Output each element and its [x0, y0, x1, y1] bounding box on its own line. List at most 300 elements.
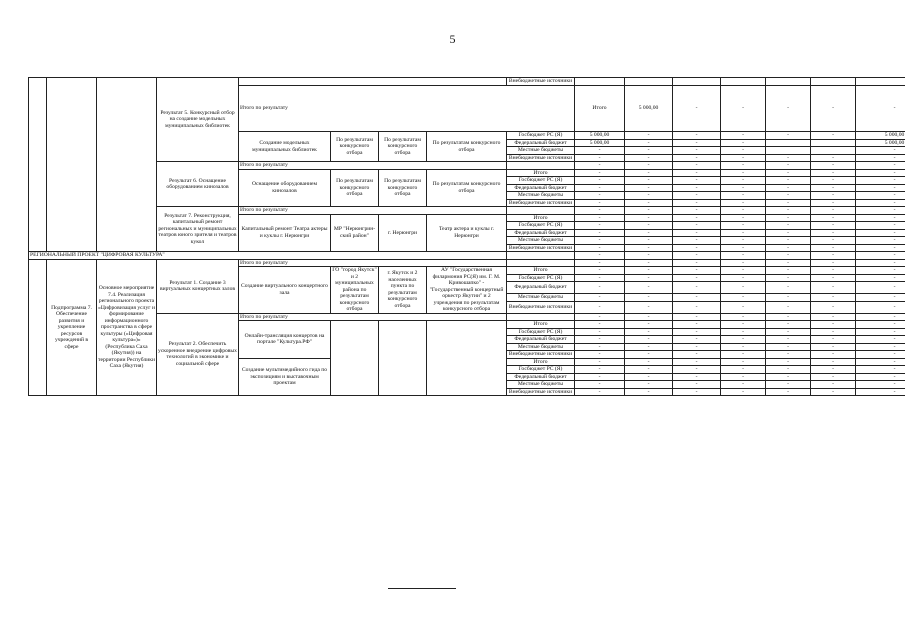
table-cell: - [856, 207, 905, 215]
table-cell: Госбюджет РС (Я) [507, 222, 575, 230]
table-cell: 5 000,00 [575, 139, 625, 147]
table-cell: - [625, 274, 673, 282]
table-cell: - [673, 154, 721, 162]
table-cell: По результатам конкурсного отбора [379, 132, 427, 162]
table-cell: - [811, 237, 856, 245]
table-cell: - [721, 214, 766, 222]
table-cell: - [673, 381, 721, 389]
table-cell: г. Якутск и 2 населенных пункта по результатам конкурсного отбора [379, 267, 427, 314]
table-cell: - [721, 343, 766, 351]
table-cell: - [811, 222, 856, 230]
table-cell: Внебюджетные источники [507, 78, 575, 86]
table-cell: - [575, 301, 625, 313]
table-cell: - [673, 252, 721, 260]
subprogram-7: Подпрограмма 7. Обеспечение развития и укрепление ресурсов учреждений в сфере [47, 259, 97, 396]
table-cell: - [766, 244, 811, 252]
table-cell: - [625, 343, 673, 351]
table-cell: - [856, 229, 905, 237]
table-cell: - [673, 147, 721, 155]
table-cell: - [856, 294, 905, 302]
table-cell: - [811, 381, 856, 389]
table-cell: - [625, 328, 673, 336]
table-cell: - [673, 321, 721, 329]
table-cell: Внебюджетные источники [507, 244, 575, 252]
table-cell: - [673, 328, 721, 336]
table-cell: - [673, 388, 721, 396]
table-cell: - [766, 373, 811, 381]
table-cell: Госбюджет РС (Я) [507, 274, 575, 282]
page-number: 5 [449, 32, 456, 46]
table-cell: - [856, 267, 905, 275]
table-cell: - [811, 259, 856, 267]
table-cell: - [721, 282, 766, 294]
table-cell: - [625, 336, 673, 344]
table-cell [766, 78, 811, 86]
table-cell [766, 139, 811, 147]
table-cell: - [766, 313, 811, 321]
table-cell: Внебюджетные источники [507, 199, 575, 207]
table-cell: - [625, 259, 673, 267]
table-cell: - [766, 192, 811, 200]
table-cell: - [811, 282, 856, 294]
table-cell: - [625, 192, 673, 200]
table-cell: - [625, 244, 673, 252]
table-cell: - [811, 244, 856, 252]
table-cell: - [721, 244, 766, 252]
table-cell: Федеральный бюджет [507, 282, 575, 294]
table-cell: Внебюджетные источники [507, 388, 575, 396]
table-cell: - [673, 343, 721, 351]
table-cell: - [856, 388, 905, 396]
table-cell: Итого по результату [239, 259, 507, 267]
table-cell [856, 78, 905, 86]
table-cell: - [811, 388, 856, 396]
table-cell: Местные бюджеты [507, 343, 575, 351]
table-cell: - [766, 343, 811, 351]
table-cell: - [625, 237, 673, 245]
table-cell: - [721, 358, 766, 366]
table-cell: - [766, 222, 811, 230]
table-cell: - [856, 381, 905, 389]
table-cell: - [721, 147, 766, 155]
table-cell: Театр актера и куклы г. Нерюнгри [427, 214, 507, 252]
table-cell [507, 252, 575, 260]
table-cell: - [673, 184, 721, 192]
table-cell: - [721, 388, 766, 396]
table-cell: - [721, 328, 766, 336]
table-cell: Итого [507, 214, 575, 222]
table-cell: - [625, 351, 673, 359]
table-cell [507, 259, 575, 267]
table-cell: - [766, 328, 811, 336]
table-cell: - [625, 229, 673, 237]
table-cell: - [811, 192, 856, 200]
table-cell: - [673, 301, 721, 313]
table-cell: - [575, 321, 625, 329]
table-cell: - [721, 192, 766, 200]
table-cell: Итого [575, 85, 625, 132]
regional-project-title: РЕГИОНАЛЬНЫЙ ПРОЕКТ "ЦИФРОВАЯ КУЛЬТУРА" [29, 252, 507, 260]
table-cell: - [575, 252, 625, 260]
table-cell: - [575, 388, 625, 396]
table-cell: - [721, 321, 766, 329]
table-cell: - [625, 177, 673, 185]
table-cell: - [721, 252, 766, 260]
table-cell: - [856, 252, 905, 260]
table-cell: - [766, 169, 811, 177]
table-cell: - [673, 192, 721, 200]
table-cell: - [856, 214, 905, 222]
table-cell: Итого [507, 358, 575, 366]
table-cell: - [811, 313, 856, 321]
table-cell: - [673, 373, 721, 381]
table-cell: - [575, 282, 625, 294]
table-cell: - [856, 237, 905, 245]
table-cell: - [766, 229, 811, 237]
table-cell: - [673, 313, 721, 321]
table-cell: - [811, 328, 856, 336]
table-cell: - [673, 229, 721, 237]
table-cell: - [673, 199, 721, 207]
table-cell: - [856, 85, 905, 132]
table-cell [721, 78, 766, 86]
table-cell: По результатам конкурсного отбора [331, 169, 379, 207]
result-c1: Результат 1. Создание 3 виртуальных концертных залов [157, 259, 239, 313]
table-cell: - [856, 154, 905, 162]
table-cell: - [575, 177, 625, 185]
table-cell: - [575, 147, 625, 155]
table-cell: Онлайн-трансляция концертов на портале "Культура.РФ" [239, 321, 331, 359]
table-cell: Федеральный бюджет [507, 229, 575, 237]
table-cell: - [856, 184, 905, 192]
table-cell: - [721, 162, 766, 170]
table-cell: - [625, 381, 673, 389]
table-cell: - [575, 313, 625, 321]
table-cell: - [721, 229, 766, 237]
table-cell: - [766, 207, 811, 215]
table-cell: - [766, 199, 811, 207]
table-cell: - [575, 259, 625, 267]
table-cell: - [721, 351, 766, 359]
table-cell: - [856, 222, 905, 230]
table-cell: - [856, 373, 905, 381]
table-cell: - [721, 336, 766, 344]
table-cell: - [575, 229, 625, 237]
table-cell: - [811, 207, 856, 215]
table-cell: - [575, 184, 625, 192]
table-cell: - [766, 366, 811, 374]
table-cell: - [811, 373, 856, 381]
table-cell: Капитальный ремонт Театра актеры и куклы г. Нерюнгри [239, 214, 331, 252]
table-cell: - [766, 259, 811, 267]
budget-table [28, 77, 905, 396]
table-cell: - [856, 328, 905, 336]
table-cell: Итого по результату [239, 313, 507, 321]
table-cell: - [721, 237, 766, 245]
table-cell: - [856, 147, 905, 155]
table-cell: - [575, 328, 625, 336]
table-cell: - [721, 207, 766, 215]
table-cell: - [811, 366, 856, 374]
result-6: Результат 6. Оснащение оборудованием кинозалов [157, 162, 239, 207]
table-cell: - [856, 366, 905, 374]
table-cell [97, 78, 157, 252]
table-cell: По результатам конкурсного отбора [427, 132, 507, 162]
table-cell: 5 000,00 [856, 132, 905, 140]
table-cell: - [856, 343, 905, 351]
table-cell: - [721, 199, 766, 207]
table-cell: - [766, 177, 811, 185]
table-cell: Итого по результату [239, 162, 507, 170]
table-cell: - [811, 85, 856, 132]
table-cell: Создание виртуального концертного зала [239, 267, 331, 314]
table-cell: - [575, 192, 625, 200]
table-cell: - [856, 321, 905, 329]
table-cell: Местные бюджеты [507, 294, 575, 302]
table-cell: - [575, 237, 625, 245]
table-cell: - [673, 139, 721, 147]
table-cell: - [766, 85, 811, 132]
table-cell: - [766, 214, 811, 222]
table-cell: - [625, 388, 673, 396]
table-cell: - [856, 244, 905, 252]
table-cell [29, 78, 47, 252]
table-cell: ГО "город Якутск" и 2 муниципальных района по результатам конкурсного отбора [332, 267, 377, 312]
table-cell: - [673, 282, 721, 294]
table-cell: - [811, 301, 856, 313]
table-cell: - [856, 351, 905, 359]
table-cell: - [766, 267, 811, 275]
table-cell: Местные бюджеты [507, 381, 575, 389]
table-cell: - [856, 313, 905, 321]
table-cell: - [575, 267, 625, 275]
table-cell: - [721, 154, 766, 162]
table-cell: Внебюджетные источники [507, 301, 575, 313]
table-cell [427, 321, 507, 396]
table-cell [239, 78, 507, 86]
table-cell: Федеральный бюджет [507, 139, 575, 147]
table-cell: - [625, 214, 673, 222]
table-cell: - [721, 313, 766, 321]
table-cell: Местные бюджеты [507, 147, 575, 155]
table-cell: - [811, 252, 856, 260]
table-cell: - [673, 336, 721, 344]
table-cell: - [811, 214, 856, 222]
table-cell: Итого по результату [239, 207, 507, 215]
table-cell: - [625, 252, 673, 260]
table-cell: - [766, 388, 811, 396]
table-cell: АУ "Государственная филармония РС(Я) им. Г. М. Кривошапко" - "Государственный концертный оркестр Якутии" и 2 учреждения по результатам конкурсного отбора [427, 267, 507, 314]
table-cell [331, 321, 379, 396]
table-cell: - [811, 132, 856, 140]
table-cell: - [721, 366, 766, 374]
table-cell: - [673, 294, 721, 302]
table-cell: - [673, 351, 721, 359]
table-cell: - [575, 381, 625, 389]
table-cell: - [575, 358, 625, 366]
table-cell [575, 78, 625, 86]
table-cell: Госбюджет РС (Я) [507, 177, 575, 185]
table-cell: - [575, 154, 625, 162]
table-cell: 5 000,00 [856, 139, 905, 147]
table-cell: - [673, 214, 721, 222]
table-cell: - [811, 351, 856, 359]
table-cell: - [766, 321, 811, 329]
table-cell: - [766, 274, 811, 282]
table-cell [625, 78, 673, 86]
table-cell: - [575, 244, 625, 252]
table-cell: - [721, 222, 766, 230]
table-cell: - [811, 169, 856, 177]
table-cell: - [625, 301, 673, 313]
table-cell: - [625, 313, 673, 321]
table-cell: - [721, 301, 766, 313]
table-cell: Итого [507, 267, 575, 275]
table-cell: - [575, 222, 625, 230]
table-cell: - [721, 267, 766, 275]
table-cell: Местные бюджеты [507, 237, 575, 245]
table-cell: - [721, 139, 766, 147]
table-cell [766, 147, 811, 155]
table-cell: - [625, 373, 673, 381]
table-cell: - [721, 85, 766, 132]
table-cell: - [856, 192, 905, 200]
table-cell: - [625, 267, 673, 275]
table-cell: Внебюджетные источники [507, 351, 575, 359]
table-cell: - [575, 366, 625, 374]
table-cell: - [811, 154, 856, 162]
table-cell: - [766, 358, 811, 366]
table-cell: 5 000,00 [625, 85, 673, 132]
table-cell [507, 162, 575, 170]
table-cell: Итого [507, 169, 575, 177]
table-cell: - [625, 169, 673, 177]
table-cell: - [811, 274, 856, 282]
table-cell: - [721, 177, 766, 185]
table-cell: - [673, 222, 721, 230]
table-cell: - [766, 252, 811, 260]
table-cell: 5 000,00 [575, 132, 625, 140]
result-7: Результат 7. Реконструкция, капитальный ремонт региональных и муниципальных театров юного зрителя и театров кукол [157, 207, 239, 252]
table-cell: - [811, 294, 856, 302]
table-cell: - [673, 132, 721, 140]
table-cell: Госбюджет РС (Я) [507, 132, 575, 140]
result-c2: Результат 2. Обеспечить ускоренное внедрение цифровых технологий в экономике и социальной сфере [157, 313, 239, 396]
table-cell: - [856, 177, 905, 185]
table-cell: - [766, 301, 811, 313]
table-cell: Создание мультимедийного гида по экспозициям и выставочным проектам [239, 358, 331, 396]
table-cell: - [575, 169, 625, 177]
table-cell: - [766, 237, 811, 245]
table-cell: - [721, 274, 766, 282]
table-cell: - [811, 229, 856, 237]
table-cell: - [673, 358, 721, 366]
table-cell [47, 78, 97, 252]
table-cell: - [575, 207, 625, 215]
table-cell: Федеральный бюджет [507, 373, 575, 381]
table-cell: - [856, 282, 905, 294]
table-cell: - [575, 336, 625, 344]
table-cell: - [625, 154, 673, 162]
table-cell: - [575, 294, 625, 302]
table-cell: - [721, 294, 766, 302]
table-cell: - [721, 184, 766, 192]
table-cell: По результатам конкурсного отбора [427, 169, 507, 207]
table-cell [811, 147, 856, 155]
table-cell: По результатам конкурсного отбора [331, 132, 379, 162]
table-cell [507, 207, 575, 215]
table-cell: Госбюджет РС (Я) [507, 366, 575, 374]
table-cell: - [673, 267, 721, 275]
table-cell: - [673, 169, 721, 177]
table-cell: г. Нерюнгри [379, 214, 427, 252]
table-cell: - [721, 373, 766, 381]
table-cell: - [766, 154, 811, 162]
table-cell: - [811, 177, 856, 185]
table-cell: - [721, 381, 766, 389]
table-cell: - [625, 147, 673, 155]
result-5: Результат 5. Конкурсный отбор на создание модельных муниципальных библиотек [157, 78, 239, 162]
footer-rule [388, 588, 456, 589]
table-cell: - [856, 336, 905, 344]
table-cell: - [625, 162, 673, 170]
table-cell: - [625, 199, 673, 207]
table-cell: - [673, 207, 721, 215]
table-cell: - [575, 373, 625, 381]
table-cell: - [721, 132, 766, 140]
subtotal-label: Итого по результату [239, 85, 575, 132]
table-cell: - [766, 162, 811, 170]
table-cell: - [856, 259, 905, 267]
table-cell: - [856, 199, 905, 207]
table-cell: Итого [507, 321, 575, 329]
table-cell: Федеральный бюджет [507, 336, 575, 344]
table-cell: МР "Нерюнгрин-ский район" [331, 214, 379, 252]
table-cell: - [766, 351, 811, 359]
table-cell: - [673, 244, 721, 252]
table-cell: - [625, 282, 673, 294]
table-cell: Создание модельных муниципальных библиотек [239, 132, 331, 162]
table-cell: - [673, 366, 721, 374]
table-cell: - [766, 282, 811, 294]
table-cell: Внебюджетные источники [507, 154, 575, 162]
table-cell [507, 313, 575, 321]
table-cell: - [575, 162, 625, 170]
main-activity-7-4: Основное мероприятие 7.4. Реализация регионального проекта «Цифровизация услуг и формирование информационного пространства в сфере культуры («Цифровая культура»)» (Республика Саха (Якутия)) на территории Республики Саха (Якутия) [97, 259, 157, 396]
table-cell: - [856, 358, 905, 366]
table-cell: - [625, 321, 673, 329]
table-cell: Федеральный бюджет [507, 184, 575, 192]
table-cell: - [625, 358, 673, 366]
table-cell: - [766, 381, 811, 389]
table-cell [811, 139, 856, 147]
table-cell: - [625, 207, 673, 215]
table-cell [811, 78, 856, 86]
table-cell: - [575, 343, 625, 351]
table-cell: По результатам конкурсного отбора [379, 169, 427, 207]
table-cell: - [766, 184, 811, 192]
table-cell: - [811, 199, 856, 207]
table-cell: - [673, 85, 721, 132]
table-cell: - [625, 132, 673, 140]
table-cell: - [625, 139, 673, 147]
table-cell: - [575, 274, 625, 282]
table-cell: - [856, 301, 905, 313]
table-cell: - [673, 162, 721, 170]
table-cell [379, 321, 427, 396]
table-cell: - [625, 294, 673, 302]
table-cell [673, 78, 721, 86]
